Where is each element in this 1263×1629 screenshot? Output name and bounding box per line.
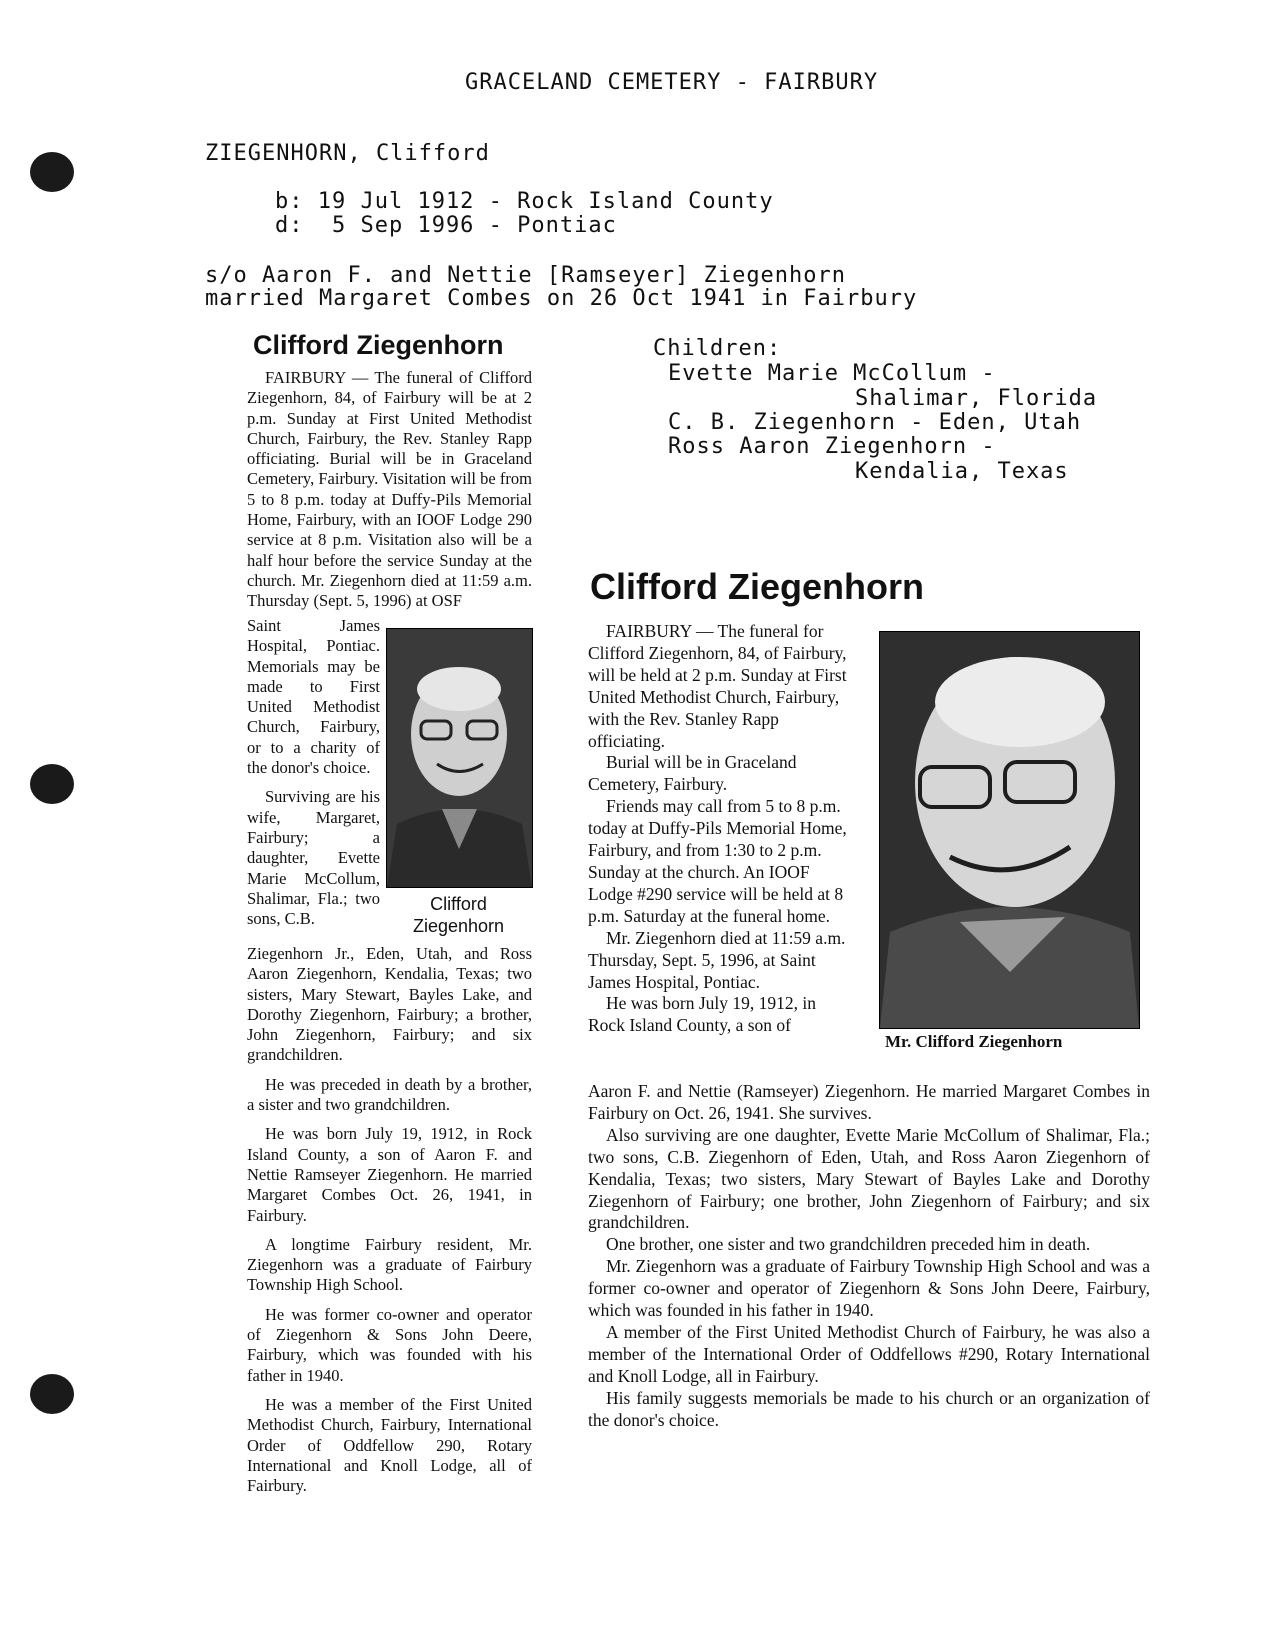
clip2-paragraph-8: One brother, one sister and two grandchildren preceded him in death. <box>606 1234 1091 1255</box>
clip1-paragraph-6: He was former co-owner and operator of Ziegenhorn & Sons John Deere, Fairbury, which was founded with his father in 1940. <box>247 1304 532 1385</box>
clip2-paragraph-2: Burial will be in Graceland Cemetery, Fairbury. <box>588 752 797 795</box>
clip1-paragraph-1: FAIRBURY — The funeral of Clifford Ziegenhorn, 84, of Fairbury will be at 2 p.m. Sunday at First United Methodist Church, Fairbury, the Rev. Stanley Rapp officiating. Burial will be in Graceland Cemetery, Fairbury. Visitation will be from 5 to 8 p.m. today at Duffy-Pils Memorial Home, Fairbury, with an IOOF Lodge 290 service at 8 p.m. Visitation also will be a half hour before the service Sunday at the church. Mr. Ziegenhorn died at 11:59 a.m. Thursday (Sept. 5, 1996) at OSF <box>247 368 532 611</box>
clip1-paragraph-1-cont: Saint James Hospital, Pontiac. Memorials may be made to First United Methodist Church, Fairbury, or to a charity of the donor's choice. <box>247 616 380 778</box>
clip1-column-top <box>247 368 532 612</box>
clip1-paragraph-7: He was a member of the First United Methodist Church, Fairbury, International Order of Oddfellow 290, Rotary International and Knoll Lodge, all of Fairbury. <box>247 1394 532 1496</box>
clip1-paragraph-3: He was preceded in death by a brother, a sister and two grandchildren. <box>247 1074 532 1115</box>
clip2-photo-caption: Mr. Clifford Ziegenhorn <box>885 1032 1063 1051</box>
clip2-paragraph-6: Aaron F. and Nettie (Ramseyer) Ziegenhorn. He married Margaret Combes in Fairbury on Oct. 26, 1941. She survives. <box>588 1081 1150 1123</box>
clip2-paragraph-4: Mr. Ziegenhorn died at 11:59 a.m. Thursday, Sept. 5, 1996, at Saint James Hospital, Pontiac. <box>588 927 846 992</box>
clip1-caption-line-2: Ziegenhorn <box>412 916 505 936</box>
binder-hole-bottom <box>30 1374 74 1414</box>
children-line-3: C. B. Ziegenhorn - Eden, Utah <box>668 410 1082 435</box>
clip1-paragraph-5: A longtime Fairbury resident, Mr. Ziegenhorn was a graduate of Fairbury Township High School. <box>247 1234 532 1295</box>
binder-hole-middle <box>30 764 74 804</box>
page-header: GRACELAND CEMETERY - FAIRBURY <box>465 70 879 95</box>
clip2-headline: Clifford Ziegenhorn <box>590 566 924 607</box>
clip2-paragraph-1: FAIRBURY — The funeral for Clifford Ziegenhorn, 84, of Fairbury, will be held at 2 p.m. Sunday at First United Methodist Church, Fairbury, with the Rev. Stanley Rapp officiating. <box>588 621 847 751</box>
clip1-caption-line-1: Clifford <box>430 894 487 914</box>
binder-hole-top <box>30 152 74 192</box>
clip1-portrait-photo <box>386 628 533 888</box>
record-parents: s/o Aaron F. and Nettie [Ramseyer] Ziegenhorn <box>205 263 847 288</box>
clip2-column-full <box>588 1081 1150 1432</box>
clip1-wrap-column <box>247 616 380 929</box>
record-death: d: 5 Sep 1996 - Pontiac <box>275 213 617 238</box>
clip1-paragraph-2: Surviving are his wife, Margaret, Fairbury; a daughter, Evette Marie McCollum, Shalimar, Fla.; two sons, C.B. <box>247 787 380 929</box>
clip2-wrap-column <box>588 621 856 1037</box>
clip2-paragraph-7: Also surviving are one daughter, Evette Marie McCollum of Shalimar, Fla.; two sons, C.B. Ziegenhorn of Eden, Utah, and Ross Aaron Ziegenhorn of Kendalia, Texas; two sisters, Mary Stewart of Bayles Lake and Dorothy Ziegenhorn of Fairbury; one brother, John Ziegenhorn of Fairbury; and six grandchildren. <box>588 1124 1150 1233</box>
clip2-paragraph-9: Mr. Ziegenhorn was a graduate of Fairbury Township High School and was a former co-owner and operator of Ziegenhorn & Sons John Deere, Fairbury, which was founded in his father in 1940. <box>588 1256 1150 1321</box>
children-label: Children: <box>653 336 782 361</box>
clip1-photo-caption <box>386 893 531 937</box>
clip2-paragraph-10: A member of the First United Methodist Church of Fairbury, he was also a member of the International Order of Oddfellows #290, Rotary International and Knoll Lodge, all in Fairbury. <box>588 1321 1150 1386</box>
record-name: ZIEGENHORN, Clifford <box>205 141 490 166</box>
clip2-paragraph-3: Friends may call from 5 to 8 p.m. today at Duffy-Pils Memorial Home, Fairbury, and from 1:30 to 2 p.m. Sunday at the church. An IOOF Lodge #290 service will be held at 8 p.m. Saturday at the funeral home. <box>588 796 847 926</box>
children-line-4: Ross Aaron Ziegenhorn - <box>668 434 996 459</box>
children-line-2: Shalimar, Florida <box>855 386 1098 411</box>
clip1-paragraph-2-cont: Ziegenhorn Jr., Eden, Utah, and Ross Aaron Ziegenhorn, Kendalia, Texas; two sisters, Mary Stewart, Bayles Lake, and Dorothy Ziegenhorn, Fairbury; a brother, John Ziegenhorn, Fairbury; and six grandchildren. <box>247 944 532 1065</box>
clip2-portrait-photo <box>879 631 1140 1029</box>
record-marriage: married Margaret Combes on 26 Oct 1941 in Fairbury <box>205 286 918 311</box>
record-birth: b: 19 Jul 1912 - Rock Island County <box>275 189 774 214</box>
children-line-5: Kendalia, Texas <box>855 459 1069 484</box>
children-line-1: Evette Marie McCollum - <box>668 361 996 386</box>
clip2-paragraph-5: He was born July 19, 1912, in Rock Island County, a son of <box>588 993 816 1036</box>
clip1-paragraph-4: He was born July 19, 1912, in Rock Island County, a son of Aaron F. and Nettie Ramseyer Ziegenhorn. He married Margaret Combes Oct. 26, 1941, in Fairbury. <box>247 1124 532 1225</box>
clip2-paragraph-11: His family suggests memorials be made to his church or an organization of the donor's choice. <box>588 1387 1150 1430</box>
clip1-column-bottom <box>247 944 532 1496</box>
clip1-headline: Clifford Ziegenhorn <box>253 330 504 360</box>
